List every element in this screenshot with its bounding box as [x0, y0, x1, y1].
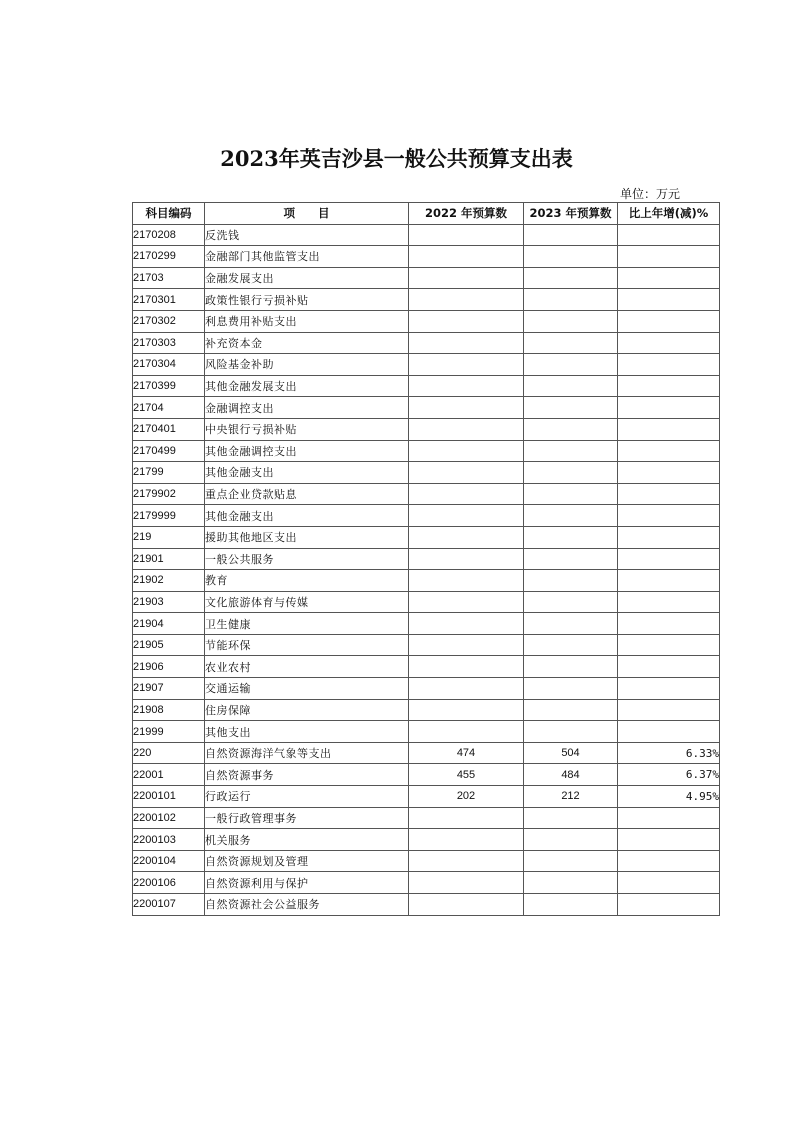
cell-budget-2022 [409, 591, 524, 613]
cell-change [618, 418, 720, 440]
cell-budget-2022 [409, 224, 524, 246]
cell-change [618, 332, 720, 354]
cell-change: 6.37% [618, 764, 720, 786]
cell-code: 2170401 [133, 418, 205, 440]
cell-budget-2023 [524, 548, 618, 570]
cell-budget-2022 [409, 289, 524, 311]
cell-change [618, 894, 720, 916]
cell-item: 其他金融发展支出 [205, 375, 409, 397]
page-title: 2023年英吉沙县一般公共预算支出表 [220, 146, 573, 171]
cell-item: 补充资本金 [205, 332, 409, 354]
cell-budget-2023 [524, 505, 618, 527]
cell-change [618, 375, 720, 397]
cell-budget-2022 [409, 721, 524, 743]
cell-budget-2022 [409, 570, 524, 592]
cell-code: 2179999 [133, 505, 205, 527]
cell-budget-2022: 474 [409, 742, 524, 764]
table-row [133, 634, 720, 656]
cell-budget-2022 [409, 354, 524, 376]
cell-budget-2022 [409, 310, 524, 332]
cell-item: 重点企业贷款贴息 [205, 483, 409, 505]
cell-code: 2200106 [133, 872, 205, 894]
cell-item: 一般行政管理事务 [205, 807, 409, 829]
cell-change [618, 634, 720, 656]
cell-code: 2170302 [133, 310, 205, 332]
cell-change [618, 721, 720, 743]
cell-code: 2170499 [133, 440, 205, 462]
cell-item: 交通运输 [205, 678, 409, 700]
cell-item: 风险基金补助 [205, 354, 409, 376]
table-row [133, 267, 720, 289]
cell-code: 219 [133, 526, 205, 548]
cell-budget-2023 [524, 289, 618, 311]
cell-budget-2023 [524, 850, 618, 872]
cell-code: 21908 [133, 699, 205, 721]
cell-code: 2179902 [133, 483, 205, 505]
cell-budget-2022: 455 [409, 764, 524, 786]
cell-budget-2023 [524, 570, 618, 592]
cell-code: 21904 [133, 613, 205, 635]
cell-item: 卫生健康 [205, 613, 409, 635]
cell-budget-2023 [524, 872, 618, 894]
cell-change [618, 440, 720, 462]
cell-code: 21703 [133, 267, 205, 289]
cell-budget-2022 [409, 462, 524, 484]
cell-budget-2023 [524, 462, 618, 484]
cell-budget-2023 [524, 267, 618, 289]
cell-budget-2022 [409, 894, 524, 916]
cell-budget-2023 [524, 483, 618, 505]
header-code: 科目编码 [133, 203, 205, 225]
cell-code: 220 [133, 742, 205, 764]
cell-code: 21906 [133, 656, 205, 678]
table-header-row [133, 203, 720, 225]
cell-item: 农业农村 [205, 656, 409, 678]
table-row [133, 375, 720, 397]
cell-code: 2200104 [133, 850, 205, 872]
cell-code: 21903 [133, 591, 205, 613]
cell-change [618, 310, 720, 332]
cell-item: 金融调控支出 [205, 397, 409, 419]
cell-item: 住房保障 [205, 699, 409, 721]
cell-item: 利息费用补贴支出 [205, 310, 409, 332]
cell-budget-2022 [409, 397, 524, 419]
cell-change [618, 829, 720, 851]
cell-budget-2023 [524, 397, 618, 419]
cell-budget-2023: 484 [524, 764, 618, 786]
cell-budget-2022 [409, 872, 524, 894]
table-row [133, 656, 720, 678]
cell-code: 2170208 [133, 224, 205, 246]
cell-budget-2023 [524, 894, 618, 916]
cell-change [618, 505, 720, 527]
cell-change [618, 699, 720, 721]
cell-code: 21902 [133, 570, 205, 592]
table-row [133, 699, 720, 721]
cell-budget-2023 [524, 634, 618, 656]
cell-budget-2023 [524, 829, 618, 851]
cell-code: 2170303 [133, 332, 205, 354]
cell-item: 金融发展支出 [205, 267, 409, 289]
cell-item: 其他金融支出 [205, 505, 409, 527]
cell-change [618, 678, 720, 700]
cell-item: 其他金融调控支出 [205, 440, 409, 462]
cell-item: 自然资源利用与保护 [205, 872, 409, 894]
cell-budget-2023 [524, 418, 618, 440]
cell-budget-2022 [409, 375, 524, 397]
table-row [133, 483, 720, 505]
table-row [133, 872, 720, 894]
cell-budget-2022 [409, 440, 524, 462]
table-row [133, 418, 720, 440]
cell-budget-2023 [524, 332, 618, 354]
table-row [133, 224, 720, 246]
header-budget-2022: 2022 年预算数 [409, 203, 524, 225]
cell-item: 行政运行 [205, 786, 409, 808]
cell-change [618, 462, 720, 484]
table-row [133, 548, 720, 570]
cell-budget-2022: 202 [409, 786, 524, 808]
cell-change [618, 850, 720, 872]
cell-change [618, 224, 720, 246]
cell-change [618, 526, 720, 548]
cell-item: 其他金融支出 [205, 462, 409, 484]
cell-item: 中央银行亏损补贴 [205, 418, 409, 440]
cell-budget-2023 [524, 699, 618, 721]
cell-change: 4.95% [618, 786, 720, 808]
table-row [133, 764, 720, 786]
cell-code: 22001 [133, 764, 205, 786]
cell-code: 21799 [133, 462, 205, 484]
cell-item: 金融部门其他监管支出 [205, 246, 409, 268]
cell-item: 教育 [205, 570, 409, 592]
table-row [133, 850, 720, 872]
cell-budget-2022 [409, 656, 524, 678]
cell-budget-2022 [409, 246, 524, 268]
cell-budget-2023 [524, 678, 618, 700]
cell-change [618, 246, 720, 268]
cell-change [618, 872, 720, 894]
table-row [133, 354, 720, 376]
cell-code: 2170299 [133, 246, 205, 268]
cell-budget-2022 [409, 526, 524, 548]
table-row [133, 742, 720, 764]
cell-budget-2023 [524, 526, 618, 548]
cell-code: 2200101 [133, 786, 205, 808]
cell-budget-2022 [409, 829, 524, 851]
cell-change [618, 397, 720, 419]
table-row [133, 807, 720, 829]
cell-item: 文化旅游体育与传媒 [205, 591, 409, 613]
cell-change [618, 807, 720, 829]
table-row [133, 591, 720, 613]
cell-budget-2022 [409, 807, 524, 829]
cell-budget-2022 [409, 548, 524, 570]
table-row [133, 829, 720, 851]
cell-item: 自然资源海洋气象等支出 [205, 742, 409, 764]
cell-change [618, 656, 720, 678]
header-change: 比上年增(减)% [618, 203, 720, 225]
cell-code: 21704 [133, 397, 205, 419]
cell-code: 2200103 [133, 829, 205, 851]
cell-budget-2023 [524, 246, 618, 268]
cell-change [618, 354, 720, 376]
cell-budget-2023: 504 [524, 742, 618, 764]
cell-budget-2022 [409, 418, 524, 440]
cell-budget-2023 [524, 613, 618, 635]
cell-budget-2023 [524, 656, 618, 678]
table-row [133, 310, 720, 332]
cell-budget-2022 [409, 634, 524, 656]
cell-item: 其他支出 [205, 721, 409, 743]
cell-budget-2023 [524, 591, 618, 613]
cell-item: 反洗钱 [205, 224, 409, 246]
cell-item: 自然资源事务 [205, 764, 409, 786]
unit-label: 单位：万元 [620, 187, 681, 201]
header-item: 项 目 [205, 203, 409, 225]
cell-item: 政策性银行亏损补贴 [205, 289, 409, 311]
cell-budget-2022 [409, 505, 524, 527]
cell-change: 6.33% [618, 742, 720, 764]
cell-code: 2170301 [133, 289, 205, 311]
cell-budget-2023 [524, 440, 618, 462]
cell-budget-2022 [409, 267, 524, 289]
cell-budget-2023 [524, 354, 618, 376]
cell-budget-2023 [524, 310, 618, 332]
table-row [133, 570, 720, 592]
cell-budget-2022 [409, 483, 524, 505]
cell-code: 21999 [133, 721, 205, 743]
cell-budget-2022 [409, 332, 524, 354]
cell-budget-2022 [409, 699, 524, 721]
cell-change [618, 591, 720, 613]
cell-item: 一般公共服务 [205, 548, 409, 570]
table-row [133, 894, 720, 916]
table-row [133, 505, 720, 527]
budget-table [132, 202, 720, 916]
cell-change [618, 548, 720, 570]
cell-change [618, 570, 720, 592]
table-row [133, 289, 720, 311]
cell-item: 机关服务 [205, 829, 409, 851]
table-row [133, 721, 720, 743]
table-row [133, 440, 720, 462]
cell-item: 援助其他地区支出 [205, 526, 409, 548]
cell-code: 21905 [133, 634, 205, 656]
header-budget-2023: 2023 年预算数 [524, 203, 618, 225]
cell-code: 2200107 [133, 894, 205, 916]
table-row [133, 332, 720, 354]
cell-budget-2023 [524, 807, 618, 829]
cell-budget-2023: 212 [524, 786, 618, 808]
cell-code: 21907 [133, 678, 205, 700]
table-row [133, 613, 720, 635]
cell-code: 2170304 [133, 354, 205, 376]
table-row [133, 246, 720, 268]
table-body [133, 224, 720, 915]
cell-change [618, 483, 720, 505]
cell-code: 2170399 [133, 375, 205, 397]
table-row [133, 462, 720, 484]
table-row [133, 397, 720, 419]
cell-budget-2023 [524, 375, 618, 397]
cell-budget-2023 [524, 224, 618, 246]
cell-budget-2022 [409, 678, 524, 700]
table-row [133, 526, 720, 548]
cell-code: 21901 [133, 548, 205, 570]
cell-change [618, 267, 720, 289]
cell-item: 节能环保 [205, 634, 409, 656]
table-row [133, 786, 720, 808]
cell-item: 自然资源规划及管理 [205, 850, 409, 872]
cell-budget-2022 [409, 850, 524, 872]
cell-budget-2023 [524, 721, 618, 743]
cell-change [618, 289, 720, 311]
cell-budget-2022 [409, 613, 524, 635]
cell-change [618, 613, 720, 635]
cell-item: 自然资源社会公益服务 [205, 894, 409, 916]
table-row [133, 678, 720, 700]
cell-code: 2200102 [133, 807, 205, 829]
